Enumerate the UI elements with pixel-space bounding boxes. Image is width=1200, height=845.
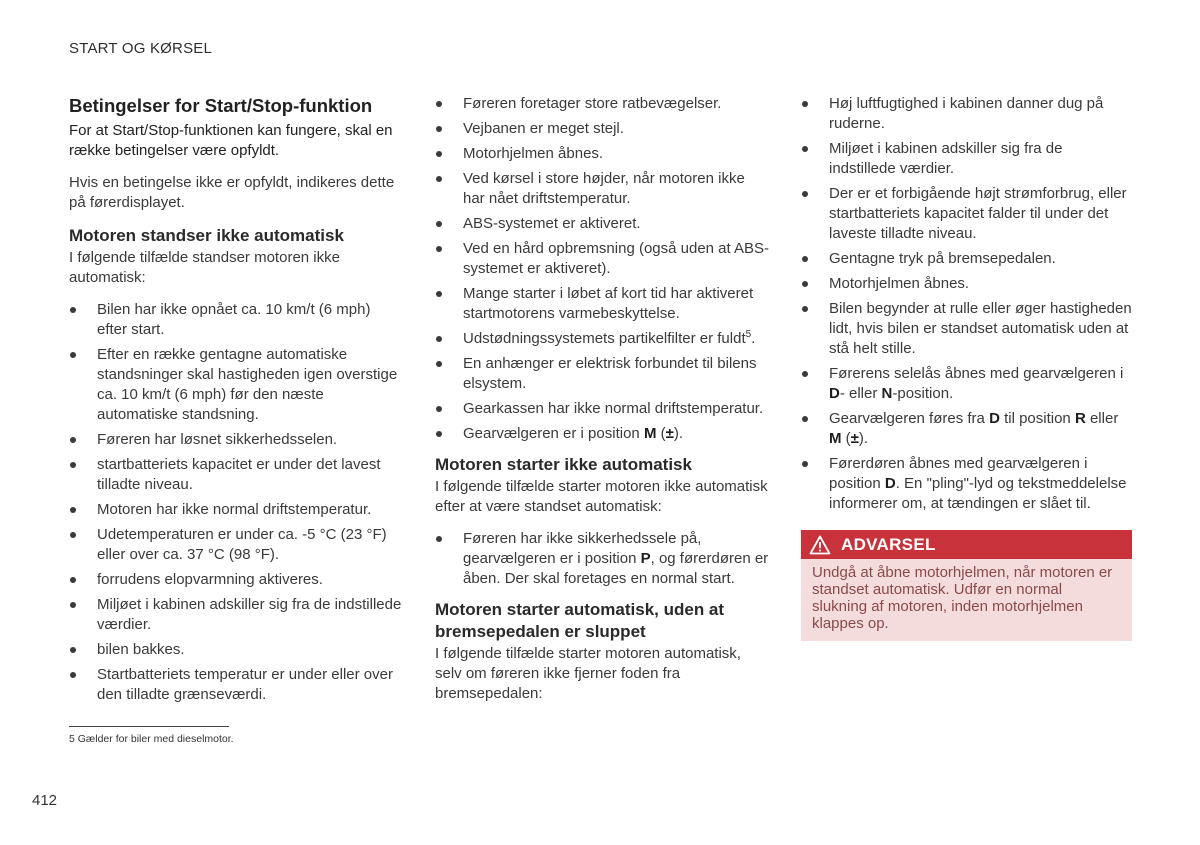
list-item	[801, 364, 1132, 404]
stop-conditions-list	[69, 300, 404, 705]
gear-position-m: M	[829, 430, 842, 447]
list-item: Motorhjelmen åbnes.	[435, 144, 770, 164]
text-run: Førerens selelås åbnes med gearvælgeren i	[829, 365, 1124, 382]
list-item: Motorhjelmen åbnes.	[801, 274, 1132, 294]
footnote-divider	[69, 726, 229, 727]
list-item: bilen bakkes.	[69, 640, 404, 660]
list-item	[435, 329, 770, 349]
text-run: Gearvælgeren er i position	[463, 425, 644, 442]
text-run: -position.	[892, 385, 954, 402]
list-item: Føreren foretager store ratbevægelser.	[435, 94, 770, 114]
intro-paragraph: For at Start/Stop-funktionen kan fungere, skal en række betingelser være opfyldt.	[69, 122, 393, 159]
list-item: Gentagne tryk på bremsepedalen.	[801, 249, 1132, 269]
gear-position-n: N	[881, 385, 893, 402]
text-run: . En "pling"-lyd og tekstmeddelelse informerer om, at tændingen er slået til.	[829, 475, 1127, 512]
gear-plus-minus: ±	[850, 430, 859, 447]
list-item	[801, 454, 1132, 514]
stop-conditions-list-continued	[435, 94, 770, 444]
stop-intro: I følgende tilfælde standser motoren ikke automatisk:	[69, 249, 340, 286]
warning-box	[801, 530, 1132, 641]
list-item: Vejbanen er meget stejl.	[435, 119, 770, 139]
footnote-ref[interactable]: 5	[745, 329, 752, 340]
gear-position-m: M	[643, 425, 657, 442]
gear-position-p: P	[640, 550, 651, 567]
gear-position-d: D	[884, 475, 896, 492]
warning-text: Undgå at åbne motorhjelmen, når motoren er standset automatisk. Udfør en normal slukning af motoren, inden motorhjelmen klappes op.	[801, 559, 1132, 641]
list-item: Føreren har løsnet sikkerhedsselen.	[69, 430, 404, 450]
text-run: ).	[858, 430, 869, 447]
list-item	[801, 409, 1132, 449]
section-header: START OG KØRSEL	[69, 40, 213, 57]
text-run: til position	[999, 410, 1075, 427]
list-item: Efter en række gentagne automatiske standsninger skal hastigheden igen overstige ca. 10 km/t (6 mph) før den næste automatiske standsning.	[69, 345, 404, 425]
list-item: ABS-systemet er aktiveret.	[435, 214, 770, 234]
list-item: Bilen begynder at rulle eller øger hastigheden lidt, hvis bilen er standset automatisk uden at stå helt stille.	[801, 299, 1132, 359]
list-item: Bilen har ikke opnået ca. 10 km/t (6 mph) efter start.	[69, 300, 404, 340]
column-right	[801, 94, 1132, 641]
dpf-text: Udstødningssystemets partikelfilter er fuldt	[463, 330, 746, 347]
list-item: En anhænger er elektrisk forbundet til bilens elsystem.	[435, 354, 770, 394]
text-run: , og førerdøren er åben. Der skal foretages en normal start.	[463, 550, 769, 587]
column-middle	[435, 94, 770, 716]
text-run: Førerdøren åbnes med gearvælgeren i position	[829, 455, 1088, 492]
text-run: eller	[1085, 410, 1119, 427]
footnote	[69, 733, 234, 745]
list-item: Høj luftfugtighed i kabinen danner dug på ruderne.	[801, 94, 1132, 134]
list-item: Startbatteriets temperatur er under eller over den tilladte grænseværdi.	[69, 665, 404, 705]
list-item: forrudens elopvarmning aktiveres.	[69, 570, 404, 590]
text-run: (	[656, 425, 666, 442]
gear-position-d: D	[829, 385, 840, 402]
dpf-end: .	[751, 330, 756, 347]
start-intro: I følgende tilfælde starter motoren ikke automatisk efter at være standset automatisk:	[435, 478, 768, 515]
gear-plus-minus: ±	[665, 425, 674, 442]
page-number: 412	[32, 792, 58, 809]
start-conditions-list	[435, 529, 770, 589]
list-item: Udetemperaturen er under ca. -5 °C (23 °F) eller over ca. 37 °C (98 °F).	[69, 525, 404, 565]
list-item	[435, 424, 770, 444]
auto-start-heading: Motoren starter automatisk, uden at bremsepedalen er sluppet	[435, 600, 725, 641]
list-item: Ved kørsel i store højder, når motoren ikke har nået driftstemperatur.	[435, 169, 770, 209]
stop-heading: Motoren standser ikke automatisk	[69, 226, 344, 245]
start-heading: Motoren starter ikke automatisk	[435, 455, 692, 474]
text-run: - eller	[839, 385, 882, 402]
auto-start-intro: I følgende tilfælde starter motoren automatisk, selv om føreren ikke fjerner foden fra bremsepedalen:	[435, 645, 741, 702]
list-item: Der er et forbigående højt strømforbrug, eller startbatteriets kapacitet falder til under det laveste tilladte niveau.	[801, 184, 1132, 244]
page-title: Betingelser for Start/Stop-funktion	[69, 95, 373, 116]
text-run: (	[841, 430, 851, 447]
warning-triangle-icon	[809, 535, 831, 555]
note-paragraph: Hvis en betingelse ikke er opfyldt, indikeres dette på førerdisplayet.	[69, 174, 395, 211]
warning-title: ADVARSEL	[841, 534, 936, 554]
auto-start-conditions-list	[801, 94, 1132, 514]
list-item: Miljøet i kabinen adskiller sig fra de indstillede værdier.	[69, 595, 404, 635]
text-run: Føreren har ikke sikkerhedssele på, gearvælgeren er i position	[463, 530, 702, 567]
list-item: Miljøet i kabinen adskiller sig fra de indstillede værdier.	[801, 139, 1132, 179]
list-item: Motoren har ikke normal driftstemperatur.	[69, 500, 404, 520]
footnote-text: Gælder for biler med dieselmotor.	[74, 733, 234, 745]
footnote-number: 5	[69, 733, 75, 745]
gear-position-r: R	[1074, 410, 1086, 427]
list-item: Gearkassen har ikke normal driftstemperatur.	[435, 399, 770, 419]
column-left	[69, 94, 404, 715]
list-item: startbatteriets kapacitet er under det lavest tilladte niveau.	[69, 455, 404, 495]
list-item: Ved en hård opbremsning (også uden at ABS-systemet er aktiveret).	[435, 239, 770, 279]
list-item: Mange starter i løbet af kort tid har aktiveret startmotorens varmebeskyttelse.	[435, 284, 770, 324]
list-item	[435, 529, 770, 589]
warning-header	[801, 530, 1132, 559]
text-run: Gearvælgeren føres fra	[829, 410, 990, 427]
text-run: ).	[673, 425, 684, 442]
gear-position-d: D	[989, 410, 1000, 427]
